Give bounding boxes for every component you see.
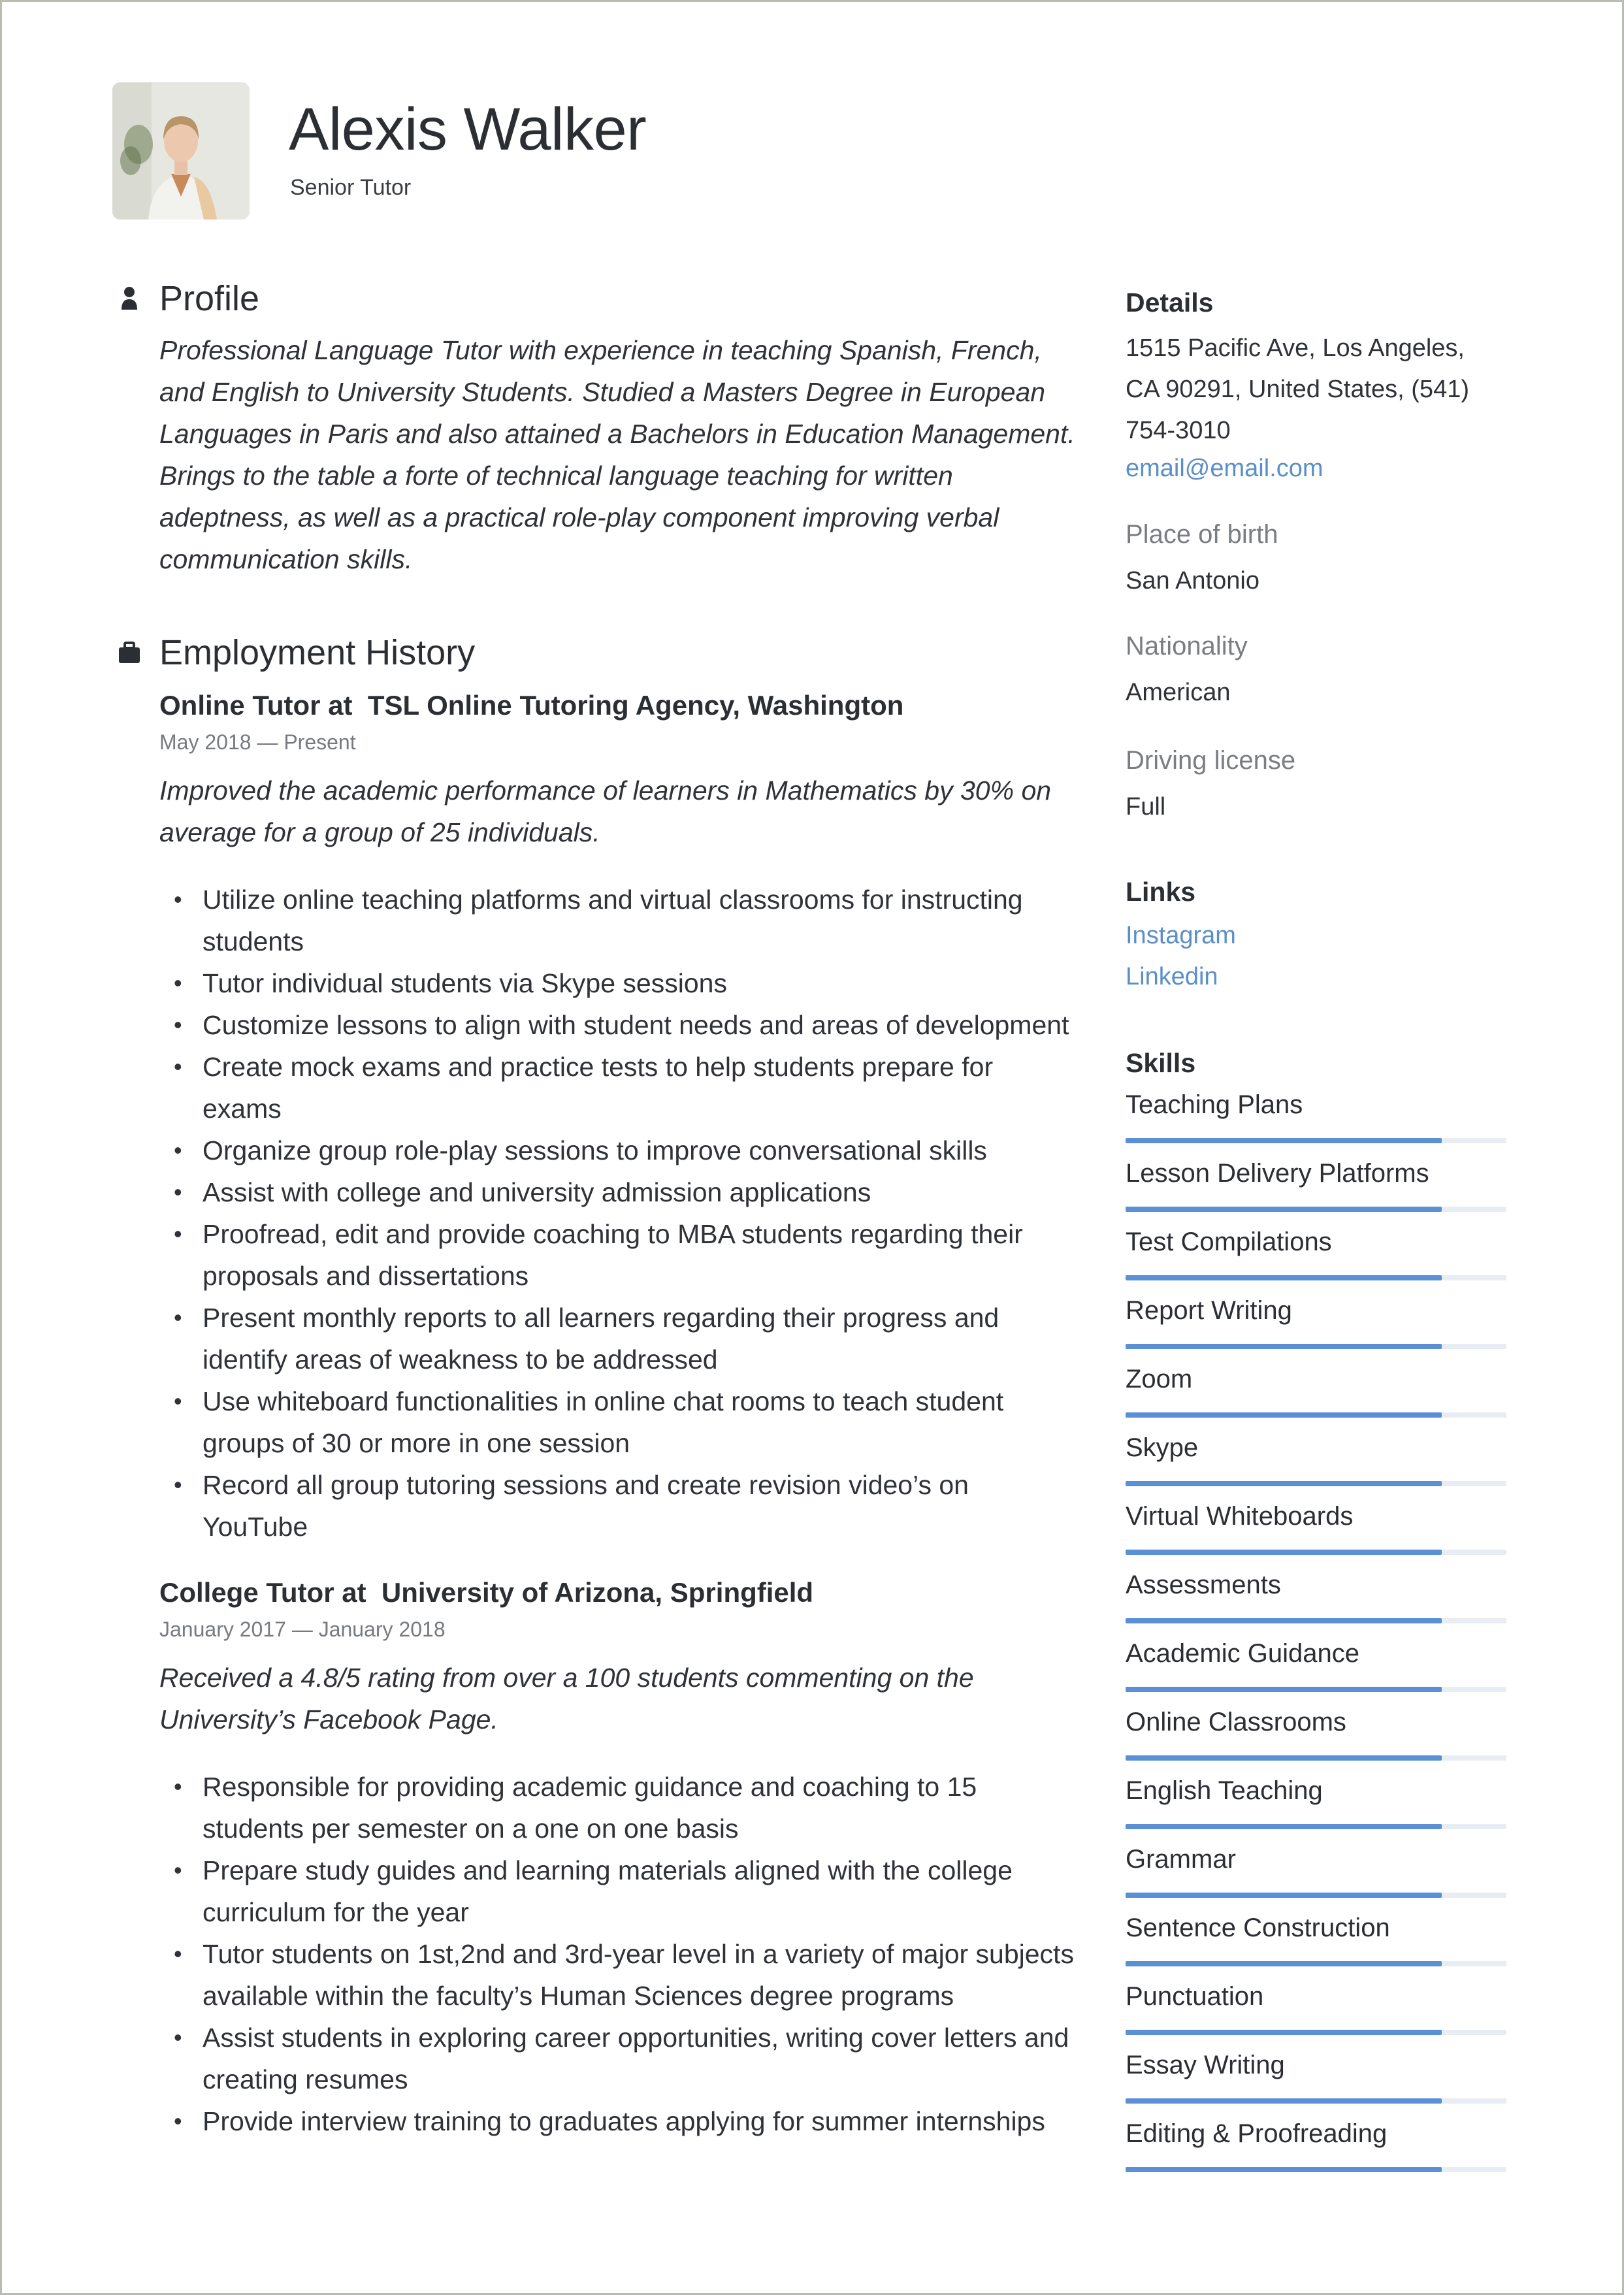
skill-name: Online Classrooms (1126, 1708, 1346, 1736)
skill-level-bar (1126, 1275, 1506, 1280)
skill-item (1126, 1709, 1508, 1778)
list-item: • Use whiteboard functionalities in online chat rooms to teach student groups of 30 or more in one session (159, 1380, 1074, 1464)
skill-level-bar (1126, 2098, 1506, 2104)
skill-name: Report Writing (1126, 1296, 1292, 1325)
skill-name: English Teaching (1126, 1776, 1323, 1805)
skill-item (1126, 1366, 1508, 1435)
skill-name: Sentence Construction (1126, 1913, 1390, 1942)
skill-item (1126, 2121, 1508, 2189)
skills-heading: Skills (1126, 1048, 1196, 1078)
job-summary: Improved the academic performance of learners in Mathematics by 30% on average for a group of 25 individuals. (159, 775, 1052, 847)
job-title: College Tutor at University of Arizona, Springfield (159, 1577, 814, 1608)
address-text: 1515 Pacific Ave, Los Angeles, CA 90291, United States, (541) 754-3010 (1126, 334, 1469, 444)
email-link[interactable]: email@email.com (1126, 455, 1324, 482)
skill-level-bar (1126, 1207, 1506, 1212)
candidate-name: Alexis Walker (289, 96, 647, 163)
job-title: Online Tutor at TSL Online Tutoring Agency, Washington (159, 690, 904, 721)
skill-name: Essay Writing (1126, 2051, 1285, 2079)
skill-level-bar (1126, 1824, 1506, 1829)
skill-level-bar (1126, 1893, 1506, 1898)
skill-level-fill (1126, 1412, 1442, 1418)
job-dates: January 2017 — January 2018 (159, 1618, 446, 1641)
skill-name: Academic Guidance (1126, 1639, 1359, 1668)
skill-level-bar (1126, 2167, 1506, 2172)
skill-item (1126, 1572, 1508, 1640)
list-item: • Customize lessons to align with student needs and areas of development (159, 1004, 1074, 1046)
nationality-value: American (1126, 679, 1231, 706)
person-icon (116, 285, 142, 311)
skill-item (1126, 1092, 1508, 1160)
skill-level-bar (1126, 1412, 1506, 1418)
nationality-label: Nationality (1126, 632, 1248, 660)
skill-item (1126, 1778, 1508, 1846)
skill-level-fill (1126, 1344, 1442, 1349)
skill-name: Grammar (1126, 1845, 1236, 1874)
skill-item (1126, 1915, 1508, 1983)
details-heading: Details (1126, 287, 1214, 317)
list-item: • Responsible for providing academic guidance and coaching to 15 students per semester on a one on one basis (159, 1766, 1074, 1849)
skill-level-fill (1126, 2167, 1442, 2172)
list-item: • Present monthly reports to all learners regarding their progress and identify areas of weakness to be addressed (159, 1297, 1074, 1380)
skill-level-bar (1126, 1961, 1506, 1966)
skill-item (1126, 1503, 1508, 1572)
skill-name: Editing & Proofreading (1126, 2119, 1388, 2148)
skill-item (1126, 1846, 1508, 1915)
skill-item (1126, 1160, 1508, 1229)
skill-level-fill (1126, 1138, 1442, 1143)
skill-level-fill (1126, 1618, 1442, 1623)
list-item: • Provide interview training to graduates applying for summer internships (159, 2100, 1074, 2142)
skill-item (1126, 2052, 1508, 2121)
list-item: • Assist with college and university admission applications (159, 1171, 1074, 1213)
skill-item (1126, 1435, 1508, 1503)
skill-level-fill (1126, 1755, 1442, 1761)
skill-name: Skype (1126, 1433, 1199, 1462)
employment-heading: Employment History (159, 633, 476, 672)
skill-item (1126, 1297, 1508, 1366)
skill-level-bar (1126, 1138, 1506, 1143)
skill-level-bar (1126, 1687, 1506, 1692)
list-item: • Organize group role-play sessions to improve conversational skills (159, 1130, 1074, 1171)
job-bullet-list (159, 879, 1074, 1548)
skill-level-bar (1126, 2030, 1506, 2035)
list-item: • Tutor students on 1st,2nd and 3rd-year level in a variety of major subjects available within the faculty’s Human Sciences degree programs (159, 1933, 1074, 2017)
skill-name: Teaching Plans (1126, 1090, 1303, 1119)
list-item: • Record all group tutoring sessions and create revision video’s on YouTube (159, 1464, 1074, 1548)
job-bullet-list (159, 1766, 1074, 2142)
birth-value: San Antonio (1126, 567, 1259, 594)
skills-list (1126, 1092, 1508, 2189)
list-item: • Prepare study guides and learning materials aligned with the college curriculum for the year (159, 1849, 1074, 1933)
skill-level-fill (1126, 1207, 1442, 1212)
list-item: • Create mock exams and practice tests to help students prepare for exams (159, 1046, 1074, 1130)
skill-item (1126, 1983, 1508, 2052)
skill-level-bar (1126, 1550, 1506, 1555)
skill-level-fill (1126, 1481, 1442, 1486)
briefcase-icon (116, 640, 142, 666)
skill-name: Assessments (1126, 1571, 1281, 1599)
skill-name: Lesson Delivery Platforms (1126, 1159, 1429, 1188)
skill-name: Punctuation (1126, 1982, 1264, 2011)
linkedin-link[interactable]: Linkedin (1126, 963, 1218, 990)
skill-level-fill (1126, 1275, 1442, 1280)
skill-item (1126, 1229, 1508, 1297)
instagram-link[interactable]: Instagram (1126, 922, 1236, 949)
skill-level-bar (1126, 1755, 1506, 1761)
skill-name: Zoom (1126, 1365, 1193, 1393)
profile-summary: Professional Language Tutor with experience in teaching Spanish, French, and English to University Students. Studied a Masters Degree in European Languages in Paris and also attained a Bachelors in Education Management. Brings to the table a forte of technical language teaching for written adeptness, as well as a practical role-play component improving verbal communication skills. (159, 335, 1075, 574)
links-heading: Links (1126, 877, 1196, 907)
list-item: • Utilize online teaching platforms and virtual classrooms for instructing students (159, 879, 1074, 962)
skill-level-fill (1126, 2098, 1442, 2104)
skill-level-bar (1126, 1481, 1506, 1486)
license-value: Full (1126, 793, 1166, 821)
skill-level-bar (1126, 1344, 1506, 1349)
skill-item (1126, 1640, 1508, 1709)
skill-level-fill (1126, 1893, 1442, 1898)
job-summary: Received a 4.8/5 rating from over a 100 students commenting on the University’s Facebook Page. (159, 1663, 974, 1734)
skill-name: Test Compilations (1126, 1228, 1332, 1256)
skill-level-fill (1126, 2030, 1442, 2035)
birth-label: Place of birth (1126, 520, 1278, 549)
license-label: Driving license (1126, 746, 1296, 775)
skill-level-fill (1126, 1824, 1442, 1829)
skill-level-fill (1126, 1550, 1442, 1555)
profile-heading: Profile (159, 279, 260, 318)
candidate-title: Senior Tutor (290, 175, 412, 200)
list-item: • Assist students in exploring career opportunities, writing cover letters and creating resumes (159, 2017, 1074, 2100)
skill-level-bar (1126, 1618, 1506, 1623)
list-item: • Proofread, edit and provide coaching to MBA students regarding their proposals and dissertations (159, 1213, 1074, 1297)
job-dates: May 2018 — Present (159, 730, 356, 754)
skill-level-fill (1126, 1687, 1442, 1692)
skill-level-fill (1126, 1961, 1442, 1966)
skill-name: Virtual Whiteboards (1126, 1502, 1354, 1531)
list-item: • Tutor individual students via Skype sessions (159, 962, 1074, 1004)
avatar (112, 82, 250, 220)
